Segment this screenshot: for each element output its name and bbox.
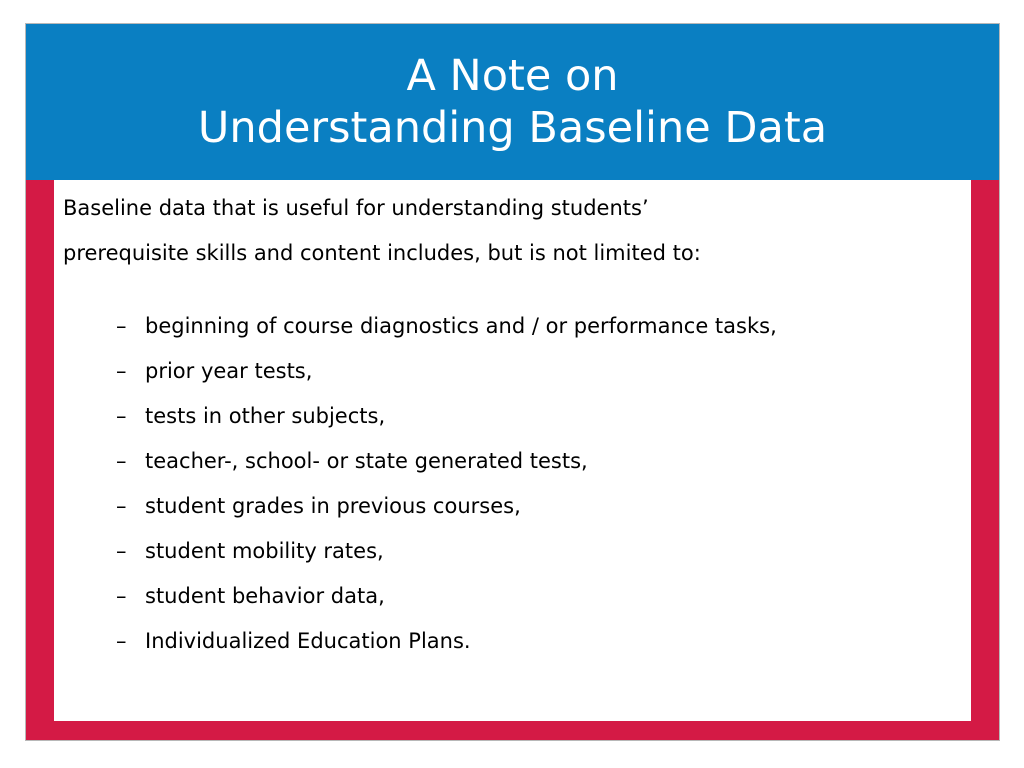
bullet-text: student behavior data, bbox=[145, 584, 385, 608]
bullet-item bbox=[116, 574, 777, 619]
slide-title-line-2: Understanding Baseline Data bbox=[197, 103, 828, 153]
bullet-text: beginning of course diagnostics and / or performance tasks, bbox=[145, 314, 777, 338]
bullet-dash: – bbox=[116, 539, 127, 563]
bullet-dash: – bbox=[116, 359, 127, 383]
bullet-text: tests in other subjects, bbox=[145, 404, 386, 428]
title-bar bbox=[25, 23, 1000, 180]
bullet-item bbox=[116, 349, 777, 394]
bullet-text: student grades in previous courses, bbox=[145, 494, 521, 518]
bullet-item bbox=[116, 529, 777, 574]
intro-line-2: prerequisite skills and content includes, but is not limited to: bbox=[63, 241, 701, 265]
bullet-dash: – bbox=[116, 449, 127, 473]
bullet-item bbox=[116, 439, 777, 484]
slide-title-line-1: A Note on bbox=[406, 51, 619, 101]
bullet-text: teacher-, school- or state generated tests, bbox=[145, 449, 588, 473]
bullet-item bbox=[116, 304, 777, 349]
bullet-text: Individualized Education Plans. bbox=[145, 629, 471, 653]
bullet-dash: – bbox=[116, 629, 127, 653]
intro-paragraph bbox=[63, 186, 943, 276]
bullet-item bbox=[116, 619, 777, 664]
content-panel bbox=[54, 180, 971, 721]
bullet-dash: – bbox=[116, 314, 127, 338]
bullet-text: prior year tests, bbox=[145, 359, 313, 383]
bullet-text: student mobility rates, bbox=[145, 539, 384, 563]
bullet-dash: – bbox=[116, 584, 127, 608]
bullet-item bbox=[116, 484, 777, 529]
bullet-dash: – bbox=[116, 404, 127, 428]
bullet-list bbox=[116, 304, 777, 664]
intro-line-1: Baseline data that is useful for understanding students’ bbox=[63, 196, 649, 220]
bullet-dash: – bbox=[116, 494, 127, 518]
bullet-item bbox=[116, 394, 777, 439]
